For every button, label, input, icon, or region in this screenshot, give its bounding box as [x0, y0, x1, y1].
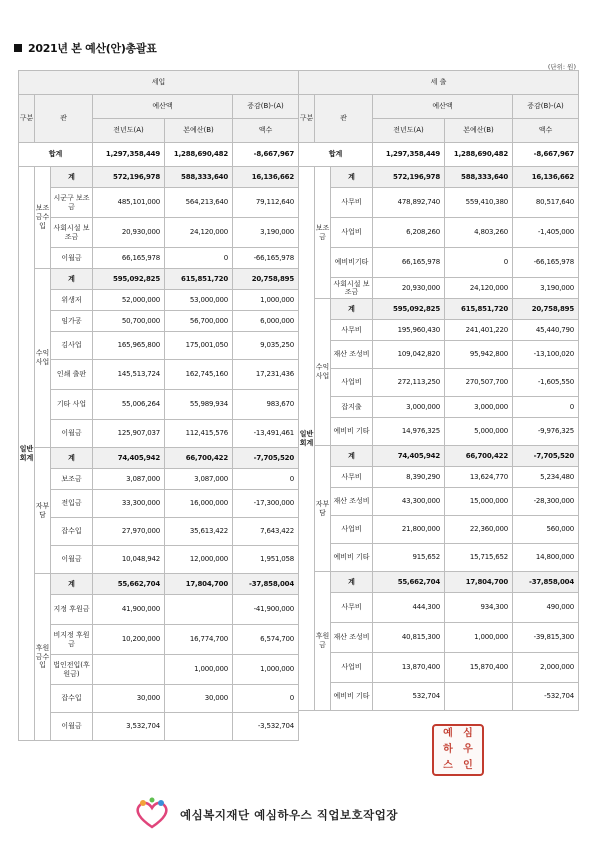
change-value: -41,900,000 — [233, 595, 299, 625]
change-value: 9,035,250 — [233, 332, 299, 360]
prev-year-value: 13,870,400 — [373, 653, 445, 683]
prev-year-value: 532,704 — [373, 683, 445, 711]
change-value: 45,440,790 — [513, 320, 579, 341]
item-header: 관 — [315, 95, 373, 143]
this-budget-header: 본예산(B) — [165, 119, 233, 143]
change-value: 5,234,480 — [513, 467, 579, 488]
row-label: 이월금 — [51, 248, 93, 269]
change-value: 80,517,640 — [513, 188, 579, 218]
prev-year-header: 전년도(A) — [373, 119, 445, 143]
title-text: 2021년 본 예산(안)총괄표 — [28, 42, 157, 55]
table-row — [299, 218, 579, 248]
row-label: 이월금 — [51, 420, 93, 448]
this-budget-value: 22,360,000 — [445, 516, 513, 544]
table-row — [299, 683, 579, 711]
prev-year-value: 40,815,300 — [373, 623, 445, 653]
this-budget-value: 112,415,576 — [165, 420, 233, 448]
prev-year-value: 195,960,430 — [373, 320, 445, 341]
table-row — [19, 390, 299, 420]
this-budget-value: 15,715,652 — [445, 544, 513, 572]
change-value: 1,951,058 — [233, 546, 299, 574]
expense-table — [298, 70, 579, 711]
this-budget-value: 24,120,000 — [165, 218, 233, 248]
prev-year-value — [93, 655, 165, 685]
table-row — [299, 418, 579, 446]
prev-year-value: 572,196,978 — [93, 167, 165, 188]
prev-year-value: 6,208,260 — [373, 218, 445, 248]
table-row — [299, 248, 579, 278]
table-row — [19, 546, 299, 574]
change-header: 증감(B)-(A) — [233, 95, 299, 119]
table-row — [299, 188, 579, 218]
change-value: 560,000 — [513, 516, 579, 544]
prev-year-value: 74,405,942 — [373, 446, 445, 467]
change-value: 490,000 — [513, 593, 579, 623]
this-budget-value: 615,851,720 — [165, 269, 233, 290]
prev-year-value: 478,892,740 — [373, 188, 445, 218]
group-label: 보조금수입 — [35, 167, 51, 269]
seal-glyph: 하 — [443, 744, 453, 755]
change-value: 6,574,700 — [233, 625, 299, 655]
row-label: 계 — [331, 299, 373, 320]
this-budget-value: 1,000,000 — [165, 655, 233, 685]
table-row — [299, 516, 579, 544]
this-budget-value: 241,401,220 — [445, 320, 513, 341]
row-label: 계 — [331, 167, 373, 188]
row-label: 예비비 기타 — [331, 544, 373, 572]
row-label: 재산 조성비 — [331, 488, 373, 516]
expense-header: 세 출 — [299, 71, 579, 95]
this-budget-value: 564,213,640 — [165, 188, 233, 218]
total-row — [299, 167, 579, 188]
this-budget-value: 56,700,000 — [165, 311, 233, 332]
change-value: 3,190,000 — [233, 218, 299, 248]
this-budget-value: 24,120,000 — [445, 278, 513, 299]
table-row — [299, 593, 579, 623]
this-budget-value: 66,700,422 — [165, 448, 233, 469]
change-value: -8,667,967 — [233, 143, 299, 167]
row-label: 잡수입 — [51, 518, 93, 546]
change-value: -66,165,978 — [513, 248, 579, 278]
change-value: 16,136,662 — [233, 167, 299, 188]
prev-year-value: 14,976,325 — [373, 418, 445, 446]
table-row — [299, 488, 579, 516]
row-label: 이월금 — [51, 546, 93, 574]
change-value: -66,165,978 — [233, 248, 299, 269]
change-value: 79,112,640 — [233, 188, 299, 218]
change-value: -37,858,004 — [233, 574, 299, 595]
prev-year-value: 165,965,800 — [93, 332, 165, 360]
total-row — [19, 574, 299, 595]
total-row — [19, 143, 299, 167]
seal-glyph: 우 — [463, 744, 473, 755]
row-label: 재산 조성비 — [331, 341, 373, 369]
row-label: 사회시설 보조금 — [331, 278, 373, 299]
row-label: 사업비 — [331, 369, 373, 397]
budget-header: 예산액 — [373, 95, 513, 119]
row-label: 비지정 후원금 — [51, 625, 93, 655]
row-label: 지정 후원금 — [51, 595, 93, 625]
group-label: 수익사업 — [315, 299, 331, 446]
prev-year-value: 1,297,358,449 — [93, 143, 165, 167]
this-budget-value: 3,087,000 — [165, 469, 233, 490]
item-header: 관 — [35, 95, 93, 143]
row-label: 계 — [51, 167, 93, 188]
prev-year-value: 485,101,000 — [93, 188, 165, 218]
prev-year-value: 55,006,264 — [93, 390, 165, 420]
prev-year-value: 10,048,942 — [93, 546, 165, 574]
change-header: 증감(B)-(A) — [513, 95, 579, 119]
prev-year-value: 55,662,704 — [373, 572, 445, 593]
this-budget-value: 175,001,050 — [165, 332, 233, 360]
this-budget-value: 55,989,934 — [165, 390, 233, 420]
row-label: 잡지출 — [331, 397, 373, 418]
this-budget-value: 559,410,380 — [445, 188, 513, 218]
change-value: -3,532,704 — [233, 713, 299, 741]
total-row — [19, 269, 299, 290]
total-row — [299, 572, 579, 593]
this-budget-value: 12,000,000 — [165, 546, 233, 574]
change-value: 6,000,000 — [233, 311, 299, 332]
prev-year-value: 595,092,825 — [93, 269, 165, 290]
prev-year-value: 915,652 — [373, 544, 445, 572]
this-budget-value: 162,745,160 — [165, 360, 233, 390]
foundation-logo-icon — [132, 797, 172, 831]
table-row — [19, 332, 299, 360]
this-budget-value: 15,870,400 — [445, 653, 513, 683]
prev-year-value: 74,405,942 — [93, 448, 165, 469]
change-value: 0 — [513, 397, 579, 418]
prev-year-value: 595,092,825 — [373, 299, 445, 320]
table-row — [19, 655, 299, 685]
prev-year-value: 66,165,978 — [373, 248, 445, 278]
prev-year-value: 21,800,000 — [373, 516, 445, 544]
category-header: 구분 — [19, 95, 35, 143]
prev-year-value: 125,907,037 — [93, 420, 165, 448]
table-row — [299, 320, 579, 341]
change-value: -532,704 — [513, 683, 579, 711]
row-label: 계 — [51, 574, 93, 595]
table-row — [19, 248, 299, 269]
row-label: 사무비 — [331, 467, 373, 488]
change-value: 17,231,436 — [233, 360, 299, 390]
table-row — [19, 188, 299, 218]
change-value: 16,136,662 — [513, 167, 579, 188]
square-bullet-icon — [14, 44, 22, 52]
row-label: 계 — [331, 446, 373, 467]
prev-year-value: 30,000 — [93, 685, 165, 713]
group-label: 수익사업 — [35, 269, 51, 448]
prev-year-value: 10,200,000 — [93, 625, 165, 655]
page-title — [14, 40, 157, 56]
table-row — [299, 278, 579, 299]
this-budget-value: 4,803,260 — [445, 218, 513, 248]
row-label: 보조금 — [51, 469, 93, 490]
change-value: 20,758,895 — [233, 269, 299, 290]
this-budget-value — [165, 713, 233, 741]
this-budget-value: 17,804,700 — [165, 574, 233, 595]
total-row — [19, 448, 299, 469]
group-label: 후원금수입 — [35, 574, 51, 741]
prev-year-value: 43,300,000 — [373, 488, 445, 516]
change-value: 14,800,000 — [513, 544, 579, 572]
this-budget-value: 30,000 — [165, 685, 233, 713]
prev-year-value: 27,970,000 — [93, 518, 165, 546]
group-label: 자부담 — [315, 446, 331, 572]
row-label: 위생저 — [51, 290, 93, 311]
prev-year-value: 55,662,704 — [93, 574, 165, 595]
this-budget-value: 1,288,690,482 — [165, 143, 233, 167]
general-account-label: 일반회계 — [19, 167, 35, 741]
prev-year-value: 50,700,000 — [93, 311, 165, 332]
official-seal — [432, 724, 484, 776]
this-budget-value: 53,000,000 — [165, 290, 233, 311]
category-header: 구분 — [299, 95, 315, 143]
prev-year-value: 41,900,000 — [93, 595, 165, 625]
this-budget-value: 16,774,700 — [165, 625, 233, 655]
change-value: -39,815,300 — [513, 623, 579, 653]
group-label: 보조금 — [315, 167, 331, 299]
this-budget-value: 15,000,000 — [445, 488, 513, 516]
change-value: -37,858,004 — [513, 572, 579, 593]
table-row — [19, 595, 299, 625]
change-value: 2,000,000 — [513, 653, 579, 683]
table-row — [299, 397, 579, 418]
prev-year-value: 20,930,000 — [93, 218, 165, 248]
change-value: -13,100,020 — [513, 341, 579, 369]
row-label: 전입금 — [51, 490, 93, 518]
prev-year-value: 33,300,000 — [93, 490, 165, 518]
group-label: 후원금 — [315, 572, 331, 711]
table-row — [19, 713, 299, 741]
change-value: -17,300,000 — [233, 490, 299, 518]
this-budget-value: 1,000,000 — [445, 623, 513, 653]
unit-label: (단위: 원) — [547, 63, 576, 71]
seal-glyph: 인 — [463, 760, 473, 771]
row-label: 사회시설 보조금 — [51, 218, 93, 248]
change-value: 3,190,000 — [513, 278, 579, 299]
table-row — [19, 685, 299, 713]
income-header: 세입 — [19, 71, 299, 95]
seal-glyph: 예 — [443, 728, 453, 739]
row-label: 이월금 — [51, 713, 93, 741]
this-budget-value: 588,333,640 — [165, 167, 233, 188]
change-value: 0 — [233, 469, 299, 490]
row-label: 사무비 — [331, 188, 373, 218]
row-label: 기타 사업 — [51, 390, 93, 420]
row-label: 사무비 — [331, 320, 373, 341]
income-table — [18, 70, 299, 741]
change-value: 1,000,000 — [233, 655, 299, 685]
this-budget-value: 0 — [165, 248, 233, 269]
total-row — [19, 167, 299, 188]
table-row — [19, 311, 299, 332]
prev-year-header: 전년도(A) — [93, 119, 165, 143]
change-value: -7,705,520 — [233, 448, 299, 469]
general-account-label: 일반회계 — [299, 167, 315, 711]
row-label: 임가공 — [51, 311, 93, 332]
row-label: 사업비 — [331, 653, 373, 683]
seal-glyph: 스 — [443, 760, 453, 771]
this-budget-value: 934,300 — [445, 593, 513, 623]
table-row — [299, 653, 579, 683]
this-budget-value — [165, 595, 233, 625]
this-budget-value: 95,942,800 — [445, 341, 513, 369]
change-value: 1,000,000 — [233, 290, 299, 311]
row-label: 계 — [51, 269, 93, 290]
table-row — [19, 490, 299, 518]
table-row — [299, 369, 579, 397]
total-row — [299, 299, 579, 320]
table-row — [299, 623, 579, 653]
table-row — [19, 290, 299, 311]
row-label: 계 — [51, 448, 93, 469]
prev-year-value: 66,165,978 — [93, 248, 165, 269]
row-label: 법인전입(후원금) — [51, 655, 93, 685]
table-row — [19, 218, 299, 248]
this-budget-value: 3,000,000 — [445, 397, 513, 418]
table-row — [19, 518, 299, 546]
table-row — [299, 467, 579, 488]
change-value: 7,643,422 — [233, 518, 299, 546]
table-row — [299, 544, 579, 572]
this-budget-header: 본예산(B) — [445, 119, 513, 143]
this-budget-value: 0 — [445, 248, 513, 278]
table-row — [19, 625, 299, 655]
prev-year-value: 444,300 — [373, 593, 445, 623]
row-label: 합계 — [19, 143, 93, 167]
change-value: 20,758,895 — [513, 299, 579, 320]
change-value: -9,976,325 — [513, 418, 579, 446]
prev-year-value: 272,113,250 — [373, 369, 445, 397]
change-value: -1,405,000 — [513, 218, 579, 248]
change-value: 983,670 — [233, 390, 299, 420]
change-value: -1,605,550 — [513, 369, 579, 397]
amount-header: 액수 — [233, 119, 299, 143]
this-budget-value: 16,000,000 — [165, 490, 233, 518]
row-label: 예비비 기타 — [331, 683, 373, 711]
prev-year-value: 3,532,704 — [93, 713, 165, 741]
row-label: 김사업 — [51, 332, 93, 360]
row-label: 예비비기타 — [331, 248, 373, 278]
prev-year-value: 3,087,000 — [93, 469, 165, 490]
this-budget-value: 17,804,700 — [445, 572, 513, 593]
total-row — [299, 446, 579, 467]
table-row — [299, 341, 579, 369]
row-label: 예비비 기타 — [331, 418, 373, 446]
prev-year-value: 3,000,000 — [373, 397, 445, 418]
row-label: 사업비 — [331, 516, 373, 544]
row-label: 계 — [331, 572, 373, 593]
group-label: 자부담 — [35, 448, 51, 574]
change-value: 0 — [233, 685, 299, 713]
this-budget-value: 5,000,000 — [445, 418, 513, 446]
table-row — [19, 360, 299, 390]
row-label: 합계 — [299, 143, 373, 167]
this-budget-value: 588,333,640 — [445, 167, 513, 188]
row-label: 재산 조성비 — [331, 623, 373, 653]
this-budget-value: 1,288,690,482 — [445, 143, 513, 167]
change-value: -7,705,520 — [513, 446, 579, 467]
prev-year-value: 52,000,000 — [93, 290, 165, 311]
prev-year-value: 1,297,358,449 — [373, 143, 445, 167]
row-label: 잡수입 — [51, 685, 93, 713]
budget-header: 예산액 — [93, 95, 233, 119]
table-row — [19, 469, 299, 490]
prev-year-value: 145,513,724 — [93, 360, 165, 390]
seal-glyph: 심 — [463, 728, 473, 739]
total-row — [299, 143, 579, 167]
row-label: 인쇄 출판 — [51, 360, 93, 390]
table-row — [19, 420, 299, 448]
this-budget-value: 615,851,720 — [445, 299, 513, 320]
this-budget-value — [445, 683, 513, 711]
row-label: 사업비 — [331, 218, 373, 248]
this-budget-value: 66,700,422 — [445, 446, 513, 467]
organization-name: 예심복지재단 예심하우스 직업보호작업장 — [180, 808, 398, 822]
footer — [130, 795, 470, 835]
prev-year-value: 572,196,978 — [373, 167, 445, 188]
this-budget-value: 35,613,422 — [165, 518, 233, 546]
this-budget-value: 13,624,770 — [445, 467, 513, 488]
change-value: -28,300,000 — [513, 488, 579, 516]
change-value: -8,667,967 — [513, 143, 579, 167]
prev-year-value: 109,042,820 — [373, 341, 445, 369]
row-label: 시군구 보조금 — [51, 188, 93, 218]
amount-header: 액수 — [513, 119, 579, 143]
prev-year-value: 8,390,290 — [373, 467, 445, 488]
change-value: -13,491,461 — [233, 420, 299, 448]
prev-year-value: 20,930,000 — [373, 278, 445, 299]
this-budget-value: 270,507,700 — [445, 369, 513, 397]
row-label: 사무비 — [331, 593, 373, 623]
